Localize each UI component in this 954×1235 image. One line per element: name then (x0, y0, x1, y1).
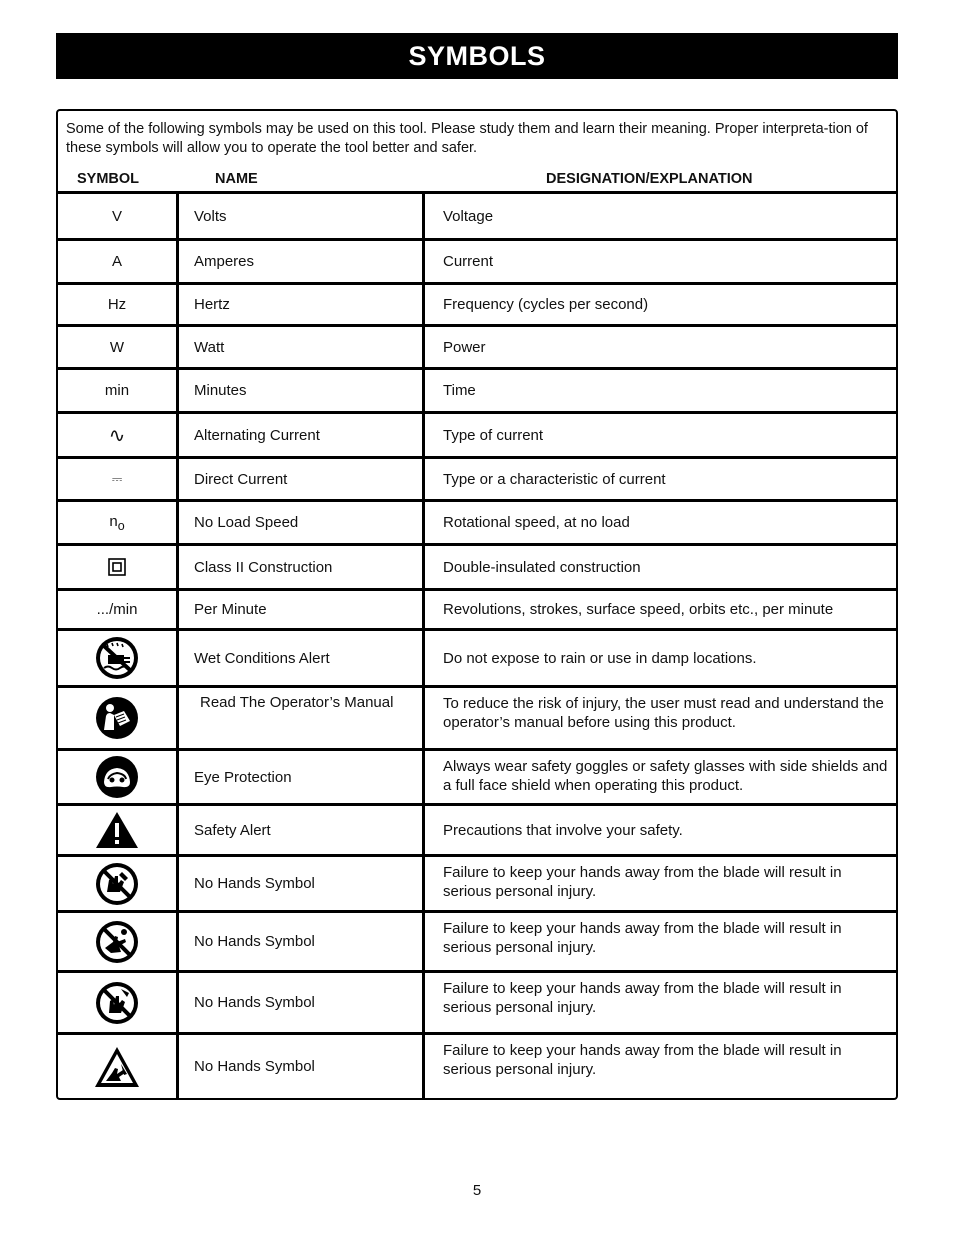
page-title: SYMBOLS (56, 33, 898, 79)
name-cell: Volts (194, 207, 227, 225)
symbol-text: W (109, 338, 125, 356)
desc-cell: Failure to keep your hands away from the blade will result in serious personal injury. (443, 864, 842, 900)
eye-protection-icon (95, 755, 139, 799)
desc-cell: Failure to keep your hands away from the blade will result in serious personal injury. (443, 920, 842, 956)
header-name: NAME (215, 171, 258, 187)
desc-cell: Power (443, 338, 486, 356)
safety-alert-icon (95, 811, 139, 849)
symbol-text: V (111, 207, 122, 225)
symbol-cell (58, 913, 176, 970)
class-ii-square-icon (108, 558, 126, 576)
no-load-speed-symbol (109, 513, 124, 533)
table-row (58, 588, 896, 628)
table-row (58, 803, 896, 854)
symbol-cell (58, 546, 176, 588)
desc-cell: Failure to keep your hands away from the blade will result in serious personal injury. (443, 1042, 842, 1078)
table-row (58, 1032, 896, 1098)
desc-cell: Precautions that involve your safety. (443, 821, 683, 839)
table-row (58, 499, 896, 543)
desc-cell: Do not expose to rain or use in damp locations. (443, 649, 757, 667)
table-row (58, 628, 896, 685)
name-cell: Eye Protection (194, 768, 292, 786)
table-row (58, 910, 896, 970)
symbol-subscript: o (117, 518, 125, 533)
symbol-cell (58, 370, 176, 411)
page-number: 5 (472, 1182, 482, 1199)
symbol-cell (58, 591, 176, 628)
desc-cell: Type or a characteristic of current (443, 470, 666, 488)
symbols-table (56, 109, 898, 1100)
symbol-cell (58, 459, 176, 499)
symbol-cell (58, 194, 176, 238)
name-cell: Read The Operator’s Manual (200, 694, 394, 711)
desc-cell: Current (443, 253, 494, 270)
table-row (58, 324, 896, 367)
symbol-cell (58, 631, 176, 685)
name-cell: No Hands Symbol (194, 933, 315, 950)
symbol-cell (58, 285, 176, 324)
symbol-cell (58, 857, 176, 910)
table-row (58, 854, 896, 910)
name-cell: Safety Alert (194, 821, 271, 839)
header-symbol: SYMBOL (77, 171, 140, 187)
symbol-cell (58, 688, 176, 748)
table-row (58, 748, 896, 803)
read-manual-icon (95, 696, 139, 740)
name-cell: Alternating Current (194, 426, 320, 444)
table-row (58, 282, 896, 324)
desc-cell: Voltage (443, 207, 494, 225)
name-cell: Direct Current (194, 470, 288, 488)
table-row (58, 367, 896, 411)
symbol-text: A (111, 253, 122, 270)
symbol-cell (58, 414, 176, 456)
symbol-cell (58, 806, 176, 854)
symbol-cell (58, 751, 176, 803)
table-row (58, 411, 896, 456)
desc-cell: To reduce the risk of injury, the user must read and understand the operator’s manual before using this product. (443, 695, 884, 731)
table-row (58, 543, 896, 588)
name-cell: Class II Construction (194, 558, 333, 576)
table-row (58, 456, 896, 499)
table-row (58, 685, 896, 748)
symbol-cell (58, 973, 176, 1032)
name-cell: No Load Speed (194, 514, 299, 531)
wet-conditions-icon (95, 636, 139, 680)
table-row (58, 970, 896, 1032)
desc-cell: Double-insulated construction (443, 558, 641, 576)
desc-cell: Failure to keep your hands away from the blade will result in serious personal injury. (443, 980, 842, 1016)
name-cell: Amperes (194, 253, 255, 270)
symbol-text: .../min (96, 601, 138, 618)
symbol-cell (58, 1035, 176, 1098)
table-row (58, 191, 896, 238)
intro-text: Some of the following symbols may be used on this tool. Please study them and learn their meaning. Proper interpreta-tion of these symbols will allow you to operate the tool better and safer. (66, 121, 868, 156)
symbol-text: n (109, 512, 118, 530)
name-cell: Watt (194, 338, 225, 356)
name-cell: Hertz (194, 296, 230, 313)
name-cell: Wet Conditions Alert (194, 649, 330, 667)
alternating-current-icon: ∿ (108, 424, 126, 447)
no-hands-icon (95, 862, 139, 906)
symbol-cell (58, 502, 176, 543)
desc-cell: Frequency (cycles per second) (443, 296, 649, 313)
desc-cell: Revolutions, strokes, surface speed, orbits etc., per minute (443, 601, 834, 618)
symbol-text: Hz (107, 296, 127, 313)
desc-cell: Rotational speed, at no load (443, 514, 630, 531)
symbol-cell (58, 241, 176, 282)
name-cell: Per Minute (194, 601, 267, 618)
header-designation: DESIGNATION/EXPLANATION (546, 171, 753, 187)
hand-blade-warning-icon (94, 1046, 140, 1088)
desc-cell: Type of current (443, 426, 544, 444)
name-cell: No Hands Symbol (194, 1058, 315, 1075)
direct-current-icon: ⎓ (111, 471, 123, 486)
symbol-cell (58, 327, 176, 367)
name-cell: Minutes (194, 382, 247, 399)
name-cell: No Hands Symbol (194, 875, 315, 892)
no-hands-icon (95, 920, 139, 964)
name-cell: No Hands Symbol (194, 994, 315, 1011)
desc-cell: Always wear safety goggles or safety glasses with side shields and a full face shield when operating this product. (443, 758, 888, 794)
desc-cell: Time (443, 382, 476, 399)
no-hands-icon (95, 981, 139, 1025)
table-row (58, 238, 896, 282)
symbol-text: min (104, 382, 130, 399)
